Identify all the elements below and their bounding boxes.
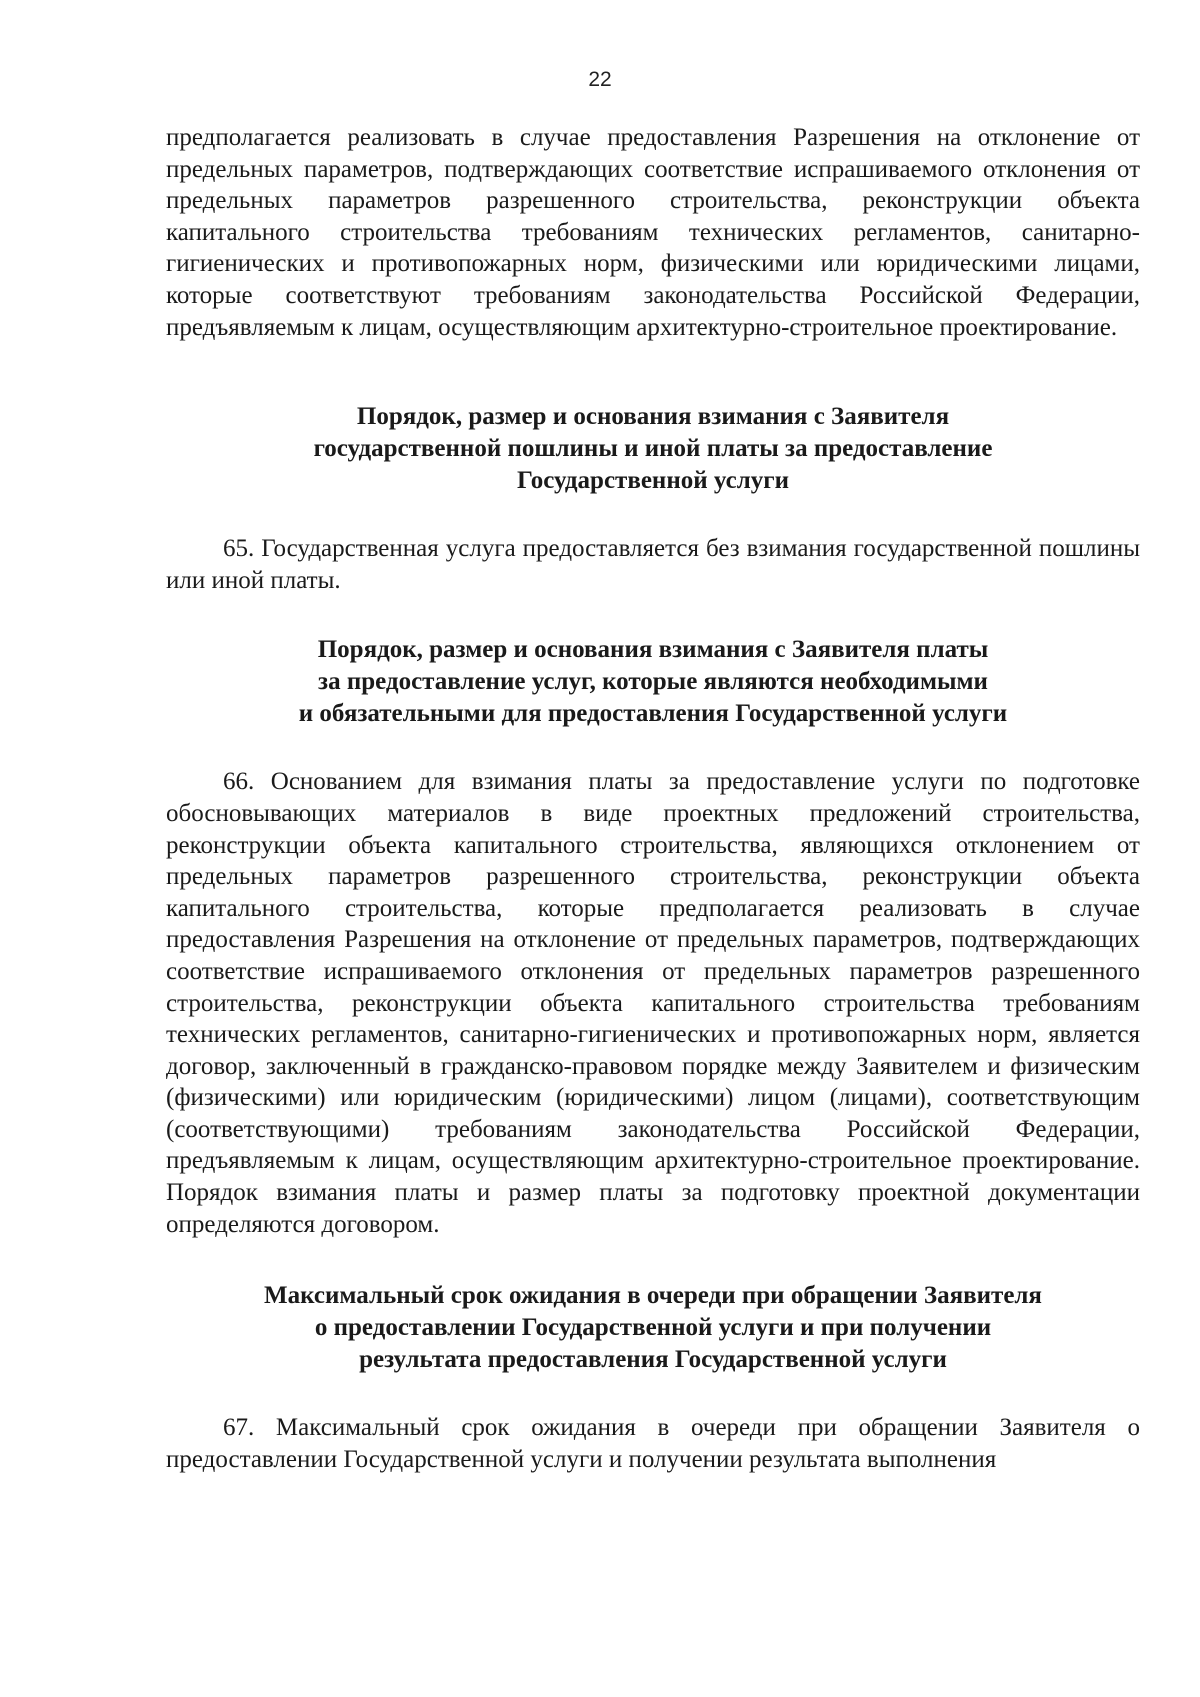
section-heading-service-fees: [166, 634, 1140, 730]
heading-line: Максимальный срок ожидания в очереди при обращении Заявителя: [264, 1282, 1042, 1310]
heading-line: за предоставление услуг, которые являются необходимыми: [318, 668, 988, 696]
heading-line: Государственной услуги: [517, 467, 789, 495]
paragraph-65: 65. Государственная услуга предоставляется без взимания государственной пошлины или иной платы.: [166, 535, 1140, 594]
heading-line: и обязательными для предоставления Государственной услуги: [298, 700, 1008, 728]
page-number: 22: [588, 68, 612, 91]
paragraph-66: 66. Основанием для взимания платы за предоставление услуги по подготовке обосновывающих материалов в виде проектных предложений строительства, реконструкции объекта капитального строительства, являющихся отклонением от предельных параметров разрешенного строительства, реконструкции объекта капитального строительства, которые предполагается реализовать в случае предоставления Разрешения на отклонение от предельных параметров, подтверждающих соответствие испрашиваемого отклонения от предельных параметров разрешенного строительства, реконструкции объекта капитального строительства требованиям технических регламентов, санитарно-гигиенических и противопожарных норм, является договор, заключенный в гражданско-правовом порядке между Заявителем и физическим (физическими) или юридическим (юридическими) лицом (лицами), соответствующим (соответствующими) требованиям законодательства Российской Федерации, предъявляемым к лицам, осуществляющим архитектурно-строительное проектирование. Порядок взимания платы и размер платы за подготовку проектной документации определяются договором.: [166, 768, 1140, 1238]
page-content: [166, 122, 1140, 1475]
heading-line: Порядок, размер и основания взимания с Заявителя платы: [317, 636, 989, 664]
heading-line: о предоставлении Государственной услуги и при получении: [314, 1314, 992, 1342]
section-heading-fees: [166, 401, 1140, 497]
paragraph-67: 67. Максимальный срок ожидания в очереди при обращении Заявителя о предоставлении Государственной услуги и получении результата выполнения: [166, 1414, 1140, 1473]
heading-line: Порядок, размер и основания взимания с Заявителя: [356, 403, 950, 431]
heading-line: государственной пошлины и иной платы за предоставление: [313, 435, 993, 463]
section-heading-queue-time: [166, 1280, 1140, 1376]
heading-line: результата предоставления Государственной услуги: [359, 1346, 947, 1374]
paragraph-continuation: предполагается реализовать в случае предоставления Разрешения на отклонение от предельных параметров, подтверждающих соответствие испрашиваемого отклонения от предельных параметров разрешенного строительства, реконструкции объекта капитального строительства требованиям технических регламентов, санитарно-гигиенических и противопожарных норм, физическими или юридическими лицами, которые соответствуют требованиям законодательства Российской Федерации, предъявляемым к лицам, осуществляющим архитектурно-строительное проектирование.: [166, 124, 1140, 341]
